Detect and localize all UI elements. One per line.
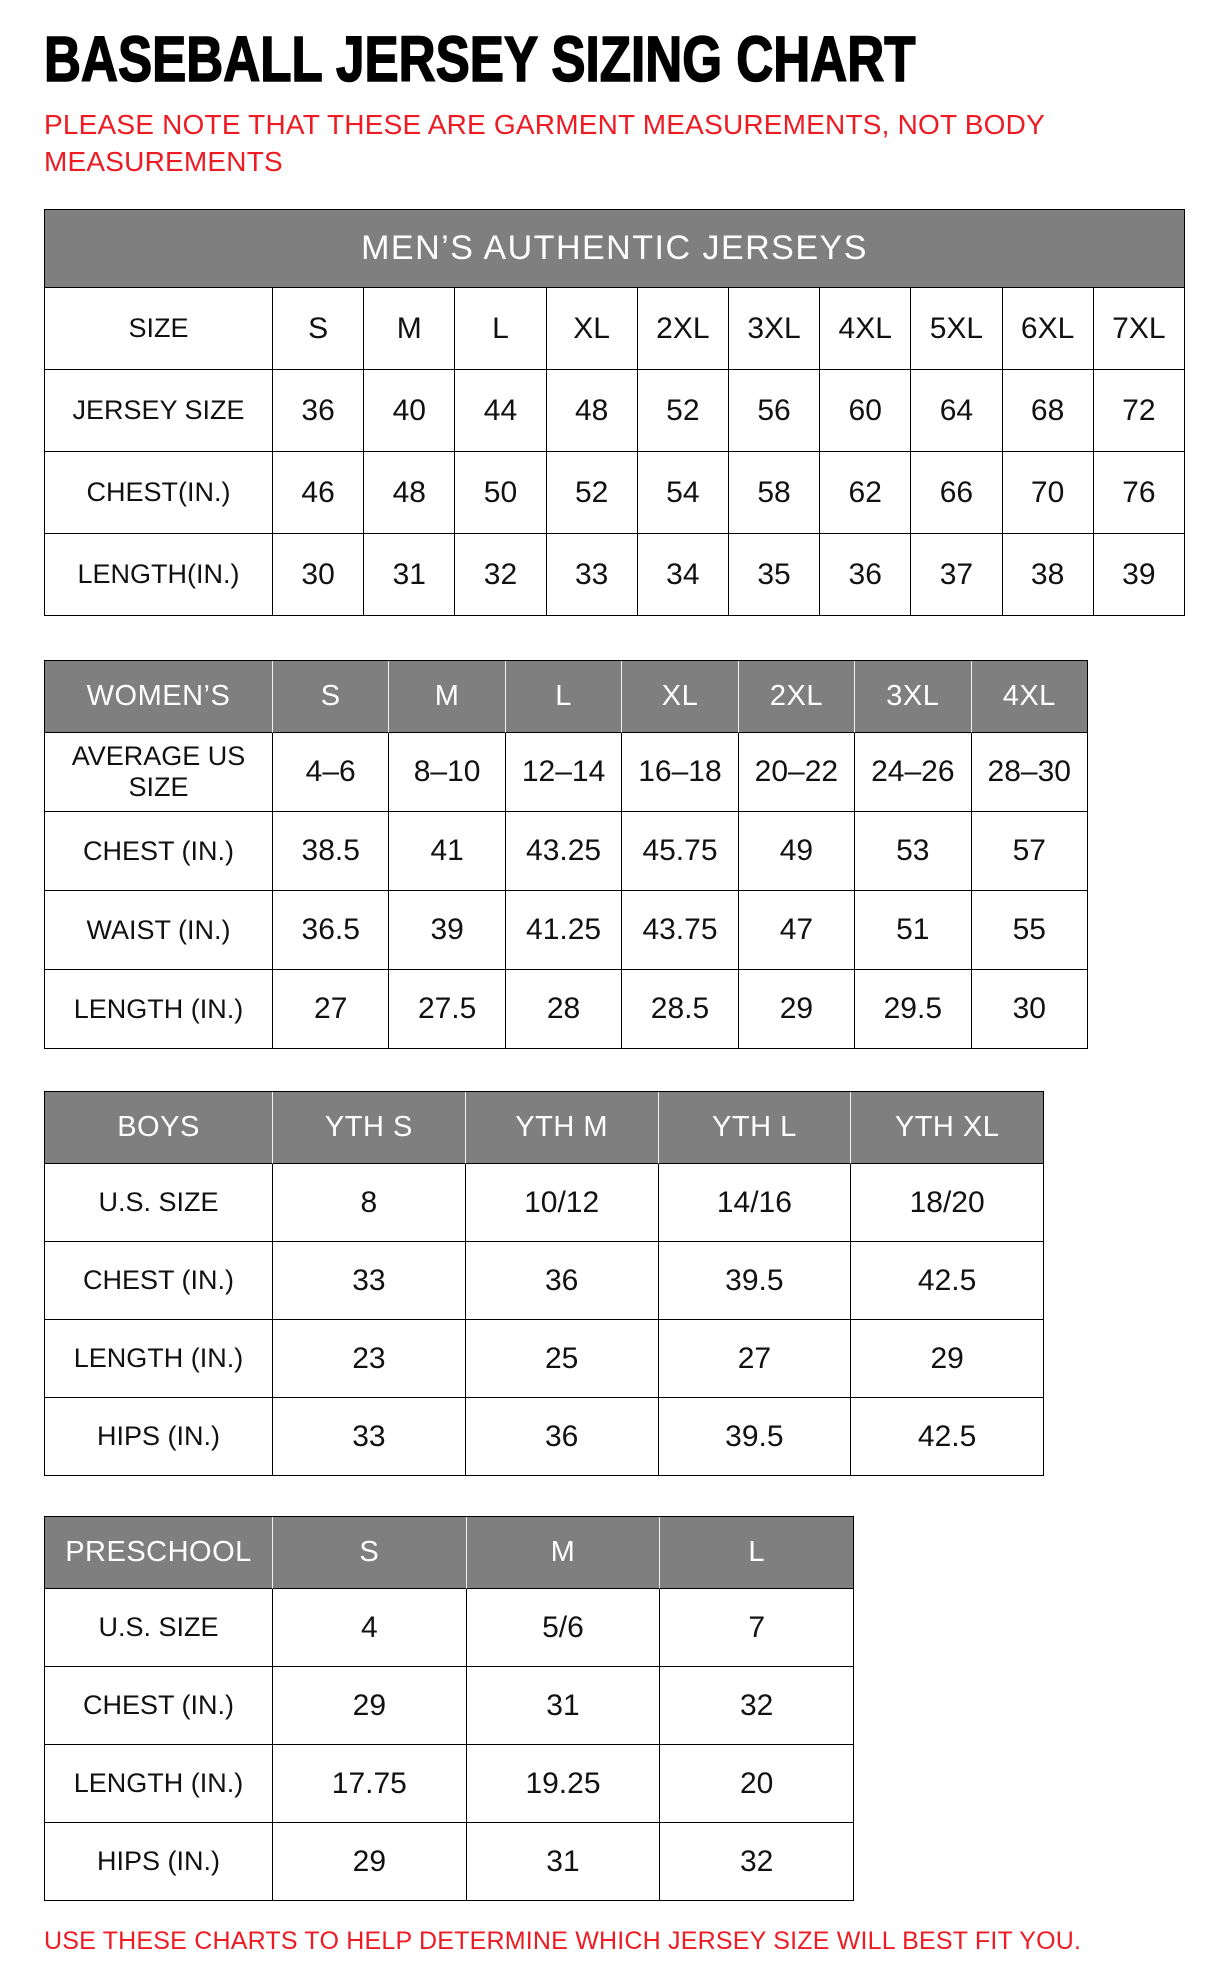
mens-cell: L [455, 288, 546, 370]
womens-cell: 55 [972, 891, 1088, 970]
womens-column-header: L [506, 661, 622, 733]
mens-cell: 36 [273, 370, 364, 452]
preschool-cell: 5/6 [467, 1589, 661, 1667]
mens-cell: 34 [638, 534, 729, 616]
preschool-row [45, 1667, 854, 1745]
footer-note: USE THESE CHARTS TO HELP DETERMINE WHICH JERSEY SIZE WILL BEST FIT YOU. [44, 1927, 1082, 1956]
boys-sizing-table [44, 1091, 1044, 1476]
womens-column-header: 3XL [855, 661, 971, 733]
womens-column-header: M [389, 661, 505, 733]
mens-cell: 58 [729, 452, 820, 534]
womens-row-label: AVERAGE US SIZE [45, 733, 273, 812]
preschool-cell: 31 [467, 1823, 661, 1901]
mens-cell: 50 [455, 452, 546, 534]
womens-row-label: WAIST (IN.) [45, 891, 273, 970]
womens-cell: 43.25 [506, 812, 622, 891]
mens-cell: S [273, 288, 364, 370]
mens-row [45, 370, 1185, 452]
mens-cell: 52 [638, 370, 729, 452]
womens-cell: 51 [855, 891, 971, 970]
mens-cell: 32 [455, 534, 546, 616]
boys-row-label: HIPS (IN.) [45, 1398, 273, 1476]
womens-cell: 30 [972, 970, 1088, 1049]
womens-cell: 47 [739, 891, 855, 970]
womens-cell: 20–22 [739, 733, 855, 812]
womens-cell: 27.5 [389, 970, 505, 1049]
mens-cell: 68 [1003, 370, 1094, 452]
mens-cell: 62 [820, 452, 911, 534]
womens-row-label: LENGTH (IN.) [45, 970, 273, 1049]
boys-table-title: BOYS [45, 1092, 273, 1164]
preschool-cell: 17.75 [273, 1745, 467, 1823]
mens-cell: 72 [1094, 370, 1185, 452]
mens-row-label: CHEST(IN.) [45, 452, 273, 534]
womens-cell: 4–6 [273, 733, 389, 812]
womens-row [45, 733, 1088, 812]
mens-row-label: LENGTH(IN.) [45, 534, 273, 616]
boys-row [45, 1164, 1044, 1242]
boys-cell: 23 [273, 1320, 466, 1398]
mens-cell: 64 [911, 370, 1002, 452]
mens-cell: 66 [911, 452, 1002, 534]
preschool-table-title: PRESCHOOL [45, 1517, 273, 1589]
preschool-cell: 20 [660, 1745, 854, 1823]
mens-cell: 37 [911, 534, 1002, 616]
womens-sizing-table [44, 660, 1088, 1049]
preschool-cell: 29 [273, 1667, 467, 1745]
womens-cell: 49 [739, 812, 855, 891]
mens-row-label: JERSEY SIZE [45, 370, 273, 452]
womens-cell: 45.75 [622, 812, 738, 891]
mens-cell: 56 [729, 370, 820, 452]
preschool-row [45, 1823, 854, 1901]
preschool-row-label: LENGTH (IN.) [45, 1745, 273, 1823]
womens-cell: 24–26 [855, 733, 971, 812]
mens-row [45, 288, 1185, 370]
mens-cell: 70 [1003, 452, 1094, 534]
boys-cell: 42.5 [851, 1242, 1044, 1320]
mens-cell: 44 [455, 370, 546, 452]
mens-cell: 2XL [638, 288, 729, 370]
womens-row [45, 970, 1088, 1049]
womens-cell: 12–14 [506, 733, 622, 812]
preschool-column-header: S [273, 1517, 467, 1589]
womens-cell: 41 [389, 812, 505, 891]
boys-row [45, 1242, 1044, 1320]
preschool-cell: 32 [660, 1667, 854, 1745]
womens-cell: 38.5 [273, 812, 389, 891]
preschool-cell: 7 [660, 1589, 854, 1667]
womens-column-header: XL [622, 661, 738, 733]
mens-sizing-table [44, 209, 1185, 616]
womens-cell: 8–10 [389, 733, 505, 812]
preschool-row [45, 1745, 854, 1823]
mens-cell: 46 [273, 452, 364, 534]
mens-cell: 52 [547, 452, 638, 534]
boys-row [45, 1320, 1044, 1398]
womens-cell: 39 [389, 891, 505, 970]
womens-cell: 29 [739, 970, 855, 1049]
womens-cell: 16–18 [622, 733, 738, 812]
mens-cell: 38 [1003, 534, 1094, 616]
womens-column-header: S [273, 661, 389, 733]
preschool-cell: 29 [273, 1823, 467, 1901]
boys-cell: 36 [466, 1242, 659, 1320]
womens-cell: 57 [972, 812, 1088, 891]
womens-row-label: CHEST (IN.) [45, 812, 273, 891]
preschool-row-label: CHEST (IN.) [45, 1667, 273, 1745]
boys-column-header: YTH L [659, 1092, 852, 1164]
mens-cell: 35 [729, 534, 820, 616]
mens-cell: 7XL [1094, 288, 1185, 370]
measurement-note: PLEASE NOTE THAT THESE ARE GARMENT MEASUREMENTS, NOT BODY MEASUREMENTS [44, 109, 1045, 178]
page-title: BASEBALL JERSEY SIZING CHART [44, 23, 916, 95]
mens-cell: 6XL [1003, 288, 1094, 370]
mens-cell: M [364, 288, 455, 370]
boys-column-header: YTH S [273, 1092, 466, 1164]
boys-cell: 33 [273, 1242, 466, 1320]
boys-cell: 36 [466, 1398, 659, 1476]
boys-cell: 18/20 [851, 1164, 1044, 1242]
boys-cell: 8 [273, 1164, 466, 1242]
mens-cell: XL [547, 288, 638, 370]
boys-column-header: YTH M [466, 1092, 659, 1164]
page-header [44, 23, 1184, 181]
preschool-cell: 19.25 [467, 1745, 661, 1823]
womens-cell: 36.5 [273, 891, 389, 970]
boys-cell: 39.5 [659, 1398, 852, 1476]
boys-column-header: YTH XL [851, 1092, 1044, 1164]
womens-cell: 43.75 [622, 891, 738, 970]
preschool-cell: 31 [467, 1667, 661, 1745]
mens-row [45, 452, 1185, 534]
womens-table-title: WOMEN’S [45, 661, 273, 733]
preschool-column-header: L [660, 1517, 854, 1589]
womens-column-header: 4XL [972, 661, 1088, 733]
mens-cell: 76 [1094, 452, 1185, 534]
boys-cell: 39.5 [659, 1242, 852, 1320]
boys-cell: 25 [466, 1320, 659, 1398]
mens-cell: 3XL [729, 288, 820, 370]
boys-cell: 10/12 [466, 1164, 659, 1242]
mens-cell: 48 [364, 452, 455, 534]
mens-cell: 5XL [911, 288, 1002, 370]
preschool-row-label: U.S. SIZE [45, 1589, 273, 1667]
mens-cell: 36 [820, 534, 911, 616]
boys-header-row [45, 1092, 1044, 1164]
boys-cell: 33 [273, 1398, 466, 1476]
mens-row [45, 534, 1185, 616]
preschool-row [45, 1589, 854, 1667]
mens-cell: 4XL [820, 288, 911, 370]
preschool-sizing-table [44, 1516, 854, 1901]
womens-row [45, 891, 1088, 970]
womens-cell: 27 [273, 970, 389, 1049]
womens-cell: 53 [855, 812, 971, 891]
womens-row [45, 812, 1088, 891]
mens-cell: 48 [547, 370, 638, 452]
mens-cell: 39 [1094, 534, 1185, 616]
mens-header-row [45, 210, 1185, 288]
mens-cell: 60 [820, 370, 911, 452]
preschool-header-row [45, 1517, 854, 1589]
boys-row-label: U.S. SIZE [45, 1164, 273, 1242]
womens-cell: 28–30 [972, 733, 1088, 812]
boys-row-label: CHEST (IN.) [45, 1242, 273, 1320]
boys-cell: 14/16 [659, 1164, 852, 1242]
mens-cell: 31 [364, 534, 455, 616]
mens-table-title: MEN’S AUTHENTIC JERSEYS [45, 210, 1185, 288]
boys-row [45, 1398, 1044, 1476]
womens-cell: 29.5 [855, 970, 971, 1049]
preschool-row-label: HIPS (IN.) [45, 1823, 273, 1901]
womens-cell: 28 [506, 970, 622, 1049]
womens-column-header: 2XL [739, 661, 855, 733]
womens-cell: 41.25 [506, 891, 622, 970]
preschool-cell: 4 [273, 1589, 467, 1667]
boys-cell: 29 [851, 1320, 1044, 1398]
mens-cell: 30 [273, 534, 364, 616]
womens-header-row [45, 661, 1088, 733]
preschool-column-header: M [467, 1517, 661, 1589]
preschool-cell: 32 [660, 1823, 854, 1901]
mens-cell: 33 [547, 534, 638, 616]
boys-cell: 27 [659, 1320, 852, 1398]
mens-cell: 54 [638, 452, 729, 534]
womens-cell: 28.5 [622, 970, 738, 1049]
boys-row-label: LENGTH (IN.) [45, 1320, 273, 1398]
mens-row-label: SIZE [45, 288, 273, 370]
mens-cell: 40 [364, 370, 455, 452]
boys-cell: 42.5 [851, 1398, 1044, 1476]
